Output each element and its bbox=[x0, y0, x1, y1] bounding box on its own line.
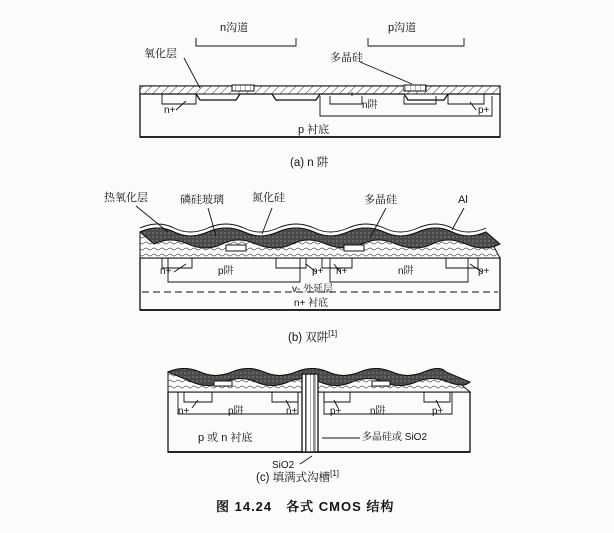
caption-c bbox=[256, 470, 339, 484]
label-a-substrate: p 衬底 bbox=[298, 124, 330, 136]
label-c-n-plus-mid: n+ bbox=[286, 406, 298, 417]
label-a-n-plus-left: n+ bbox=[164, 105, 176, 116]
label-b-poly: 多晶硅 bbox=[364, 194, 397, 206]
label-c-p-plus-mid: p+ bbox=[330, 406, 342, 417]
label-a-nwell: n阱 bbox=[362, 100, 378, 111]
label-b-substrate: n+ 衬底 bbox=[294, 298, 329, 309]
figure-title: 图 14.24 各式 CMOS 结构 bbox=[216, 499, 395, 514]
caption-c-ref: [1] bbox=[330, 469, 340, 478]
label-a-n-channel: n沟道 bbox=[220, 22, 249, 34]
label-b-al: Al bbox=[458, 194, 468, 206]
label-b-psg: 磷硅玻璃 bbox=[180, 194, 224, 206]
label-c-nwell: n阱 bbox=[370, 406, 386, 417]
label-c-p-plus-right: p+ bbox=[432, 406, 444, 417]
caption-b bbox=[288, 330, 337, 344]
label-a-poly: 多晶硅 bbox=[330, 52, 363, 64]
label-c-n-plus-left: n+ bbox=[178, 406, 190, 417]
label-b-p-plus-right: p+ bbox=[478, 266, 490, 277]
caption-a: (a) n 阱 bbox=[290, 157, 329, 169]
label-b-epi: v- 外延层 bbox=[292, 284, 334, 295]
label-c-trench-fill: 多晶硅或 SiO2 bbox=[362, 432, 428, 443]
caption-b-ref: [1] bbox=[328, 329, 338, 338]
label-b-pwell: p阱 bbox=[218, 266, 234, 277]
label-b-n-plus-left: n+ bbox=[160, 266, 172, 277]
label-b-n-plus-mid: n+ bbox=[336, 266, 348, 277]
label-a-p-plus-right: p+ bbox=[478, 105, 490, 116]
label-b-p-plus-mid: p+ bbox=[312, 266, 324, 277]
caption-b-text: (b) 双阱 bbox=[288, 331, 329, 344]
caption-c-text: (c) 填满式沟槽 bbox=[256, 471, 331, 484]
label-b-nitride: 氮化硅 bbox=[252, 192, 285, 204]
label-b-nwell: n阱 bbox=[398, 266, 414, 277]
label-a-oxide: 氧化层 bbox=[144, 48, 177, 60]
label-b-thermal-oxide: 热氧化层 bbox=[104, 192, 148, 204]
label-c-substrate: p 或 n 衬底 bbox=[198, 432, 253, 444]
label-c-sio2: SiO2 bbox=[272, 460, 295, 471]
label-a-p-channel: p沟道 bbox=[388, 22, 417, 34]
label-c-pwell: p阱 bbox=[228, 406, 244, 417]
